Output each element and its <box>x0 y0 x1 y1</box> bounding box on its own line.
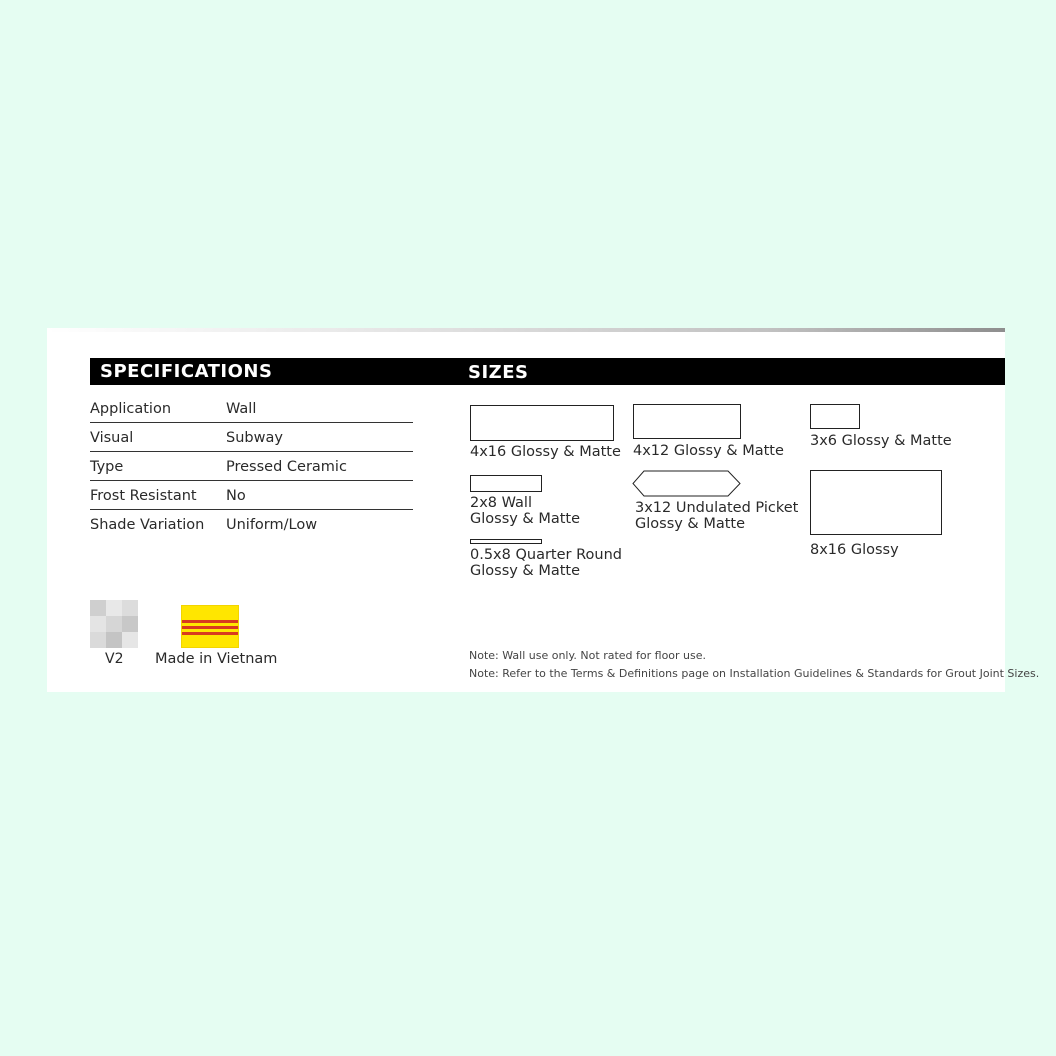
spec-sheet <box>47 328 1040 692</box>
size-caption-4x12: 4x12 Glossy & Matte <box>633 443 784 459</box>
spec-value: Wall <box>226 401 257 417</box>
tile-shape-4x12 <box>633 404 741 439</box>
note-grout-joint: Note: Refer to the Terms & Definitions page on Installation Guidelines & Standards for Grout Joint Sizes. <box>469 667 1040 680</box>
spec-row-application <box>90 394 413 423</box>
size-caption-3x12: 3x12 Undulated Picket <box>635 500 799 516</box>
sizes-heading: SIZES <box>468 362 529 383</box>
tile-shape-0-5x8 <box>470 539 542 544</box>
vietnam-flag-icon <box>181 605 239 648</box>
spec-value: Uniform/Low <box>226 517 318 533</box>
tile-shape-3x12-picket <box>632 470 742 498</box>
shade-variation-icon <box>90 600 138 648</box>
shade-variation-label: V2 <box>105 651 124 667</box>
spec-label: Visual <box>90 430 134 446</box>
spec-value: Subway <box>226 430 283 446</box>
note-wall-use: Note: Wall use only. Not rated for floor use. <box>469 649 707 662</box>
spec-label: Type <box>90 459 124 475</box>
tile-shape-3x6 <box>810 404 860 429</box>
spec-label: Application <box>90 401 172 417</box>
top-gradient-rule <box>47 328 1005 332</box>
size-caption-2x8-finish: Glossy & Matte <box>470 511 581 527</box>
spec-row-type <box>90 452 413 481</box>
spec-label: Frost Resistant <box>90 488 197 504</box>
spec-label: Shade Variation <box>90 517 205 533</box>
specifications-table <box>90 394 413 538</box>
country-of-origin-label: Made in Vietnam <box>155 651 278 667</box>
size-caption-0-5x8: 0.5x8 Quarter Round <box>470 547 622 563</box>
size-caption-2x8: 2x8 Wall <box>470 495 532 511</box>
tile-shape-4x16 <box>470 405 614 441</box>
spec-row-visual <box>90 423 413 452</box>
tile-shape-8x16 <box>810 470 942 535</box>
size-caption-3x12-finish: Glossy & Matte <box>635 516 746 532</box>
size-caption-0-5x8-finish: Glossy & Matte <box>470 563 581 579</box>
spec-row-shade-variation <box>90 510 413 538</box>
spec-value: No <box>226 488 246 504</box>
size-caption-3x6: 3x6 Glossy & Matte <box>810 433 952 449</box>
spec-value: Pressed Ceramic <box>226 459 347 475</box>
spec-row-frost-resistant <box>90 481 413 510</box>
size-caption-8x16: 8x16 Glossy <box>810 542 899 558</box>
section-header-bar <box>90 358 1005 385</box>
tile-shape-2x8 <box>470 475 542 492</box>
specifications-heading: SPECIFICATIONS <box>100 361 273 382</box>
size-caption-4x16: 4x16 Glossy & Matte <box>470 444 621 460</box>
